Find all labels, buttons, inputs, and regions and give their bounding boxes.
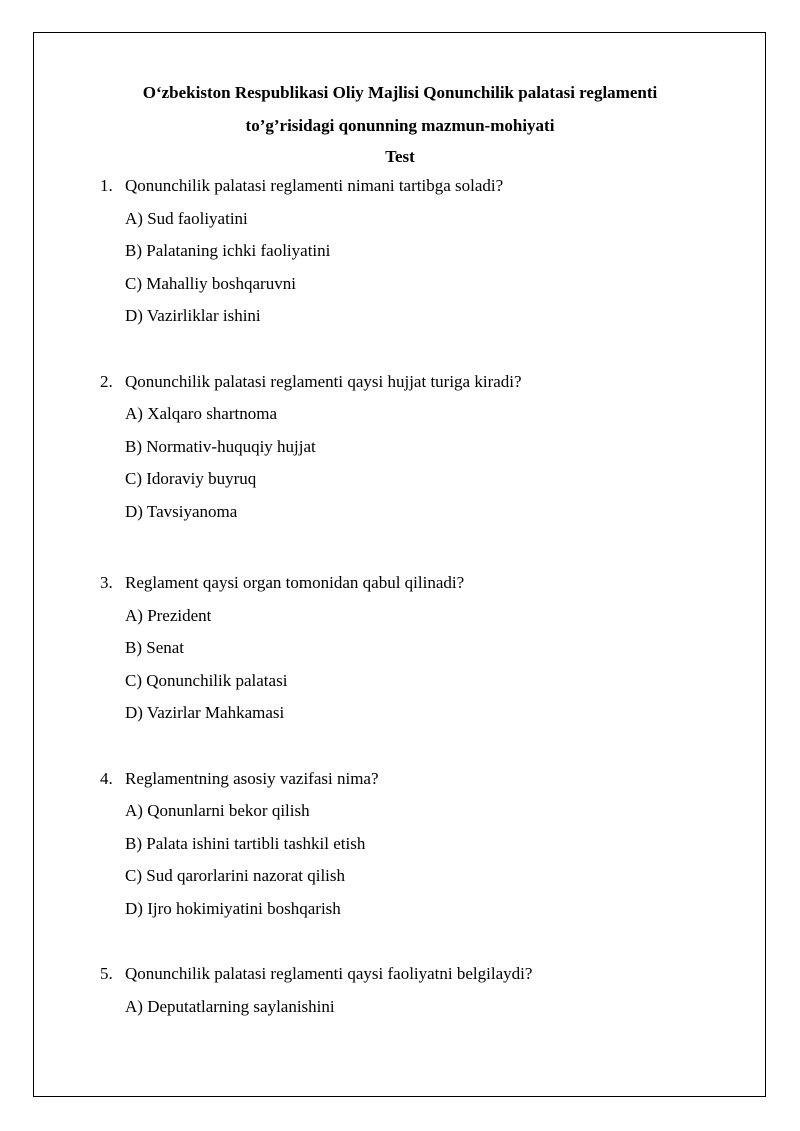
answer-option xyxy=(0,235,800,268)
question-item xyxy=(0,958,800,1023)
question-row xyxy=(0,567,800,600)
answer-option-text: A) Deputatlarning saylanishini xyxy=(125,996,335,1016)
answer-option-text: C) Idoraviy buyruq xyxy=(125,469,257,488)
answer-option-text: D) Tavsiyanoma xyxy=(125,501,238,521)
question-number: 1. xyxy=(100,176,113,195)
answer-option-text: B) Palataning ichki faoliyatini xyxy=(125,241,331,260)
answer-option-text: D) Vazirlar Mahkamasi xyxy=(125,703,285,722)
answer-option-text: A) Qonunlarni bekor qilish xyxy=(125,801,310,820)
answer-option-text: D) Vazirliklar ishini xyxy=(125,306,261,325)
answer-option-text: B) Senat xyxy=(125,638,185,657)
question-row xyxy=(0,763,800,796)
question-row xyxy=(0,366,800,399)
answer-option xyxy=(0,300,800,333)
document-subtitle: Test xyxy=(385,147,415,166)
document-title-line-1: O‘zbekiston Respublikasi Oliy Majlisi Qonunchilik palatasi reglamenti xyxy=(142,83,658,102)
answer-option xyxy=(0,496,800,529)
question-item xyxy=(0,366,800,529)
question-item xyxy=(0,170,800,333)
question-text: Qonunchilik palatasi reglamenti nimani tartibga soladi? xyxy=(125,176,504,195)
question-number: 3. xyxy=(100,573,113,592)
answer-option xyxy=(0,860,800,893)
document-header xyxy=(0,76,800,172)
question-spacer xyxy=(0,730,800,763)
answer-option-text: C) Sud qarorlarini nazorat qilish xyxy=(125,866,346,885)
question-row xyxy=(0,958,800,991)
answer-option-text: A) Prezident xyxy=(125,605,212,625)
question-spacer xyxy=(0,925,800,958)
question-item xyxy=(0,763,800,926)
question-text: Reglamentning asosiy vazifasi nima? xyxy=(125,768,379,788)
answer-option xyxy=(0,203,800,236)
answer-option xyxy=(0,697,800,730)
question-text: Qonunchilik palatasi reglamenti qaysi hujjat turiga kiradi? xyxy=(125,371,522,391)
answer-option xyxy=(0,431,800,464)
answer-option xyxy=(0,828,800,861)
question-number: 4. xyxy=(100,768,113,788)
question-item xyxy=(0,567,800,730)
answer-option xyxy=(0,665,800,698)
question-number: 5. xyxy=(100,964,113,983)
answer-option-text: D) Ijro hokimiyatini boshqarish xyxy=(125,898,341,918)
answer-option-text: A) Xalqaro shartnoma xyxy=(125,404,278,423)
answer-option-text: C) Qonunchilik palatasi xyxy=(125,670,288,690)
answer-option-text: B) Palata ishini tartibli tashkil etish xyxy=(125,833,366,853)
question-spacer xyxy=(0,333,800,366)
question-list xyxy=(0,170,800,1023)
question-row xyxy=(0,170,800,203)
answer-option xyxy=(0,463,800,496)
answer-option xyxy=(0,398,800,431)
answer-option xyxy=(0,795,800,828)
answer-option xyxy=(0,600,800,633)
answer-option xyxy=(0,268,800,301)
document-title-line-2: to’g’risidagi qonunning mazmun-mohiyati xyxy=(245,116,555,135)
answer-option-text: C) Mahalliy boshqaruvni xyxy=(125,273,296,293)
question-text: Reglament qaysi organ tomonidan qabul qilinadi? xyxy=(125,573,465,592)
answer-option xyxy=(0,632,800,665)
question-spacer xyxy=(0,528,800,567)
question-number: 2. xyxy=(100,371,113,391)
answer-option xyxy=(0,991,800,1024)
answer-option xyxy=(0,893,800,926)
question-text: Qonunchilik palatasi reglamenti qaysi faoliyatni belgilaydi? xyxy=(125,964,533,983)
answer-option-text: B) Normativ-huquqiy hujjat xyxy=(125,436,316,456)
answer-option-text: A) Sud faoliyatini xyxy=(125,208,248,228)
